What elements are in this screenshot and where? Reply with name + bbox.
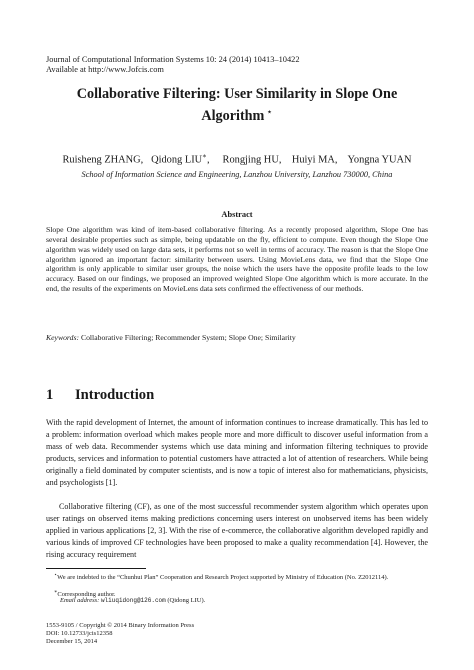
email-suffix: (Qidong LIU).: [165, 597, 206, 604]
author-name: Qidong LIU: [151, 154, 203, 166]
section-number: 1: [46, 387, 54, 403]
email-label: Email address:: [60, 597, 100, 604]
footnote-mark: ∗: [54, 590, 58, 595]
abstract-heading: Abstract: [221, 210, 253, 219]
author-name: Yongna YUAN: [347, 154, 412, 166]
footnote-funding: [46, 572, 428, 582]
author-name: Ruisheng ZHANG,: [62, 154, 144, 166]
keywords-label: Keywords:: [46, 333, 80, 342]
author-affiliation: School of Information Science and Engineering, Lanzhou University, Lanzhou 730000, China: [81, 170, 393, 179]
abstract-text: Slope One algorithm was kind of item-based collaborative filtering. As a recently proposed algorithm, Slope One has several desirable properties such as simple, being updatable on the fly, efficient to compute. Even though the Slope One algorithm was widely used on large data sets, it performs not so well in terms of accuracy. The reason is that the Slope One algorithm ignored an important factor: similarity between users. Using MovieLens data, we find that the Slope One algorithm is only applicable to similar user groups, the noise which the users have the opposite profile leads to the low accuracy. Based on our findings, we proposed an improved weighted Slope One algorithm which is more accurate. In the end, the results of the experiments on MovieLens data sets confirmed the effectiveness of our methods.: [46, 225, 428, 294]
author-list: Ruisheng ZHANG, Qidong LIU∗, Rongjing HU, Huiyi MA, Yongna YUAN: [62, 152, 412, 166]
keywords: [46, 333, 428, 343]
footnote-funding-text: We are indebted to the “Chunhui Plan” Cooperation and Research Project supported by Ministry of Education (No. Z2012114).: [57, 574, 389, 582]
footnote-rule: [46, 568, 146, 569]
section-title: Introduction: [75, 387, 155, 403]
body-paragraph: With the rapid development of Internet, the amount of information continues to increase dramatically. This has led to a problem: information overload which makes people more and more difficult to discover useful information from a mass of web data. Recommender systems which use data mining and information filtering techniques to provide products, services and information to potential customers have attracted a lot of attention of researchers. While being originally a field dominated by computer scientists, and is now a topic of interest also for mathematicians, physicists, and psychologists [1].: [46, 418, 428, 488]
copyright-line: 1553-9105 / Copyright © 2014 Binary Information Press: [46, 622, 195, 629]
corresponding-author-mark: ∗: [202, 152, 207, 160]
journal-website: Available at http://www.Jofcis.com: [46, 65, 164, 74]
footnote-mark: ⋆: [54, 573, 58, 578]
email-link[interactable]: wliuqidong@126.com: [100, 597, 166, 604]
section-heading: [46, 386, 154, 404]
keywords-text: Collaborative Filtering; Recommender System; Slope One; Similarity: [79, 333, 296, 342]
paper-title-line2: [40, 104, 434, 125]
paper-title-line2-text: Algorithm: [201, 108, 265, 124]
author-name: Rongjing HU,: [222, 154, 282, 166]
body-paragraph: Collaborative filtering (CF), as one of the most successful recommender system algorithm which operates upon user ratings on observed items making predictions concerning users interest on unobserved items has been widely applied in various applications [2, 3]. With the rise of e-commerce, the collaborative algorithm developed rapidly and various kinds of improved CF technologies have been proposed to make a quality recommendation [4]. However, the rising accuracy requirement: [46, 502, 428, 560]
author-name: Huiyi MA,: [291, 154, 338, 166]
date-line: December 15, 2014: [46, 638, 98, 645]
footnote-corresponding-text: Corresponding author.: [57, 591, 116, 599]
doi-line[interactable]: DOI: 10.12733/jcis12358: [46, 630, 113, 637]
title-footnote-mark: ⋆: [266, 107, 273, 118]
footnote-email: [46, 597, 428, 605]
journal-citation: Journal of Computational Information Systems 10: 24 (2014) 10413–10422: [46, 55, 300, 64]
paper-title: Collaborative Filtering: User Similarity in Slope One: [76, 86, 398, 102]
